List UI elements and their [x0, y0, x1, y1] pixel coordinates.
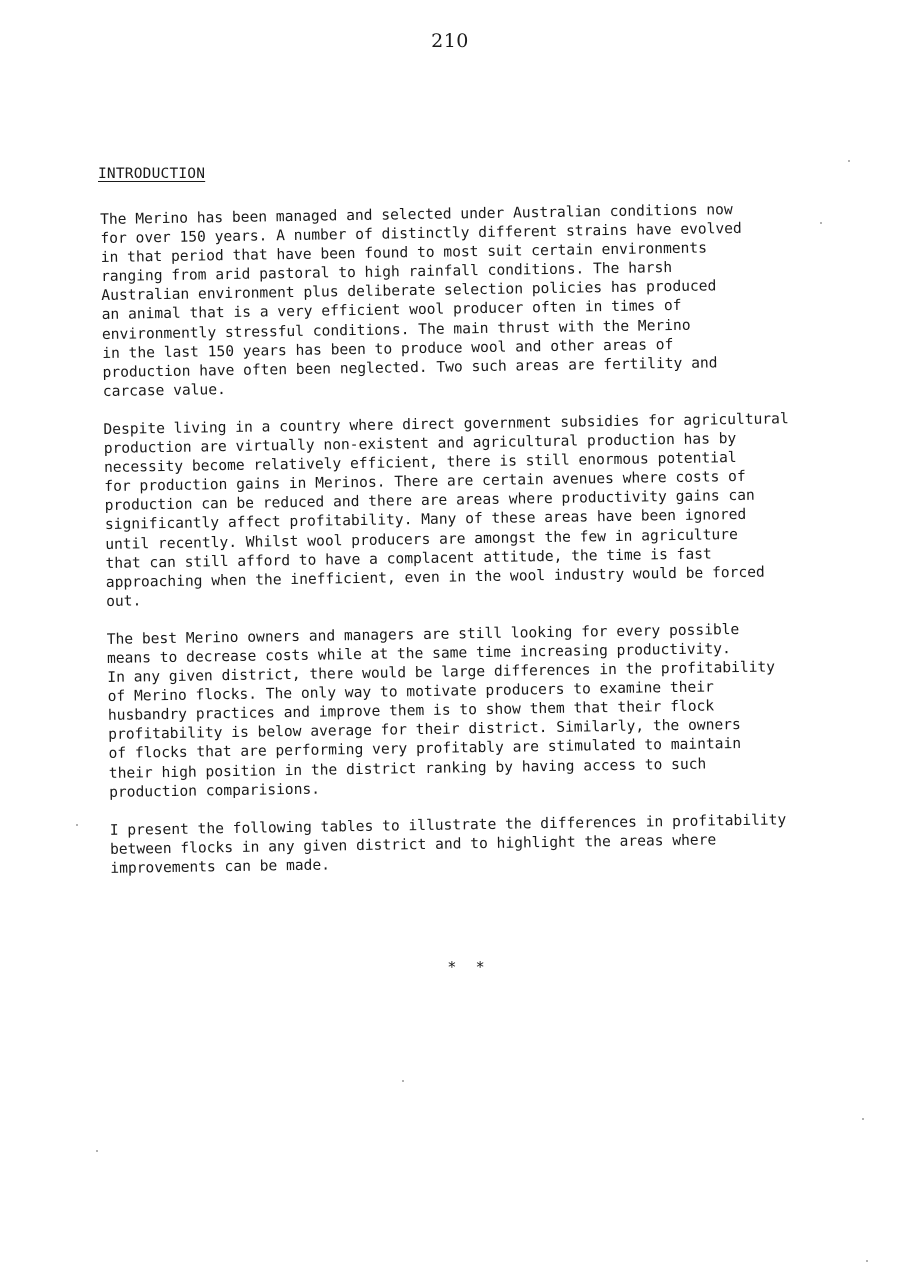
- scan-speck: [862, 1118, 864, 1120]
- paragraph-1: The Merino has been managed and selected under Australian conditions now for over 150 years. A number of distinctly different strains have evolved in that period that have been found to most suit certain environments ranging from arid pastoral to high rainfall conditions. The harsh Australian environment plus deliberate selection policies has produced an animal that is a very efficient wool producer often in times of environmently stressful conditions. The main thrust with the Merino in the last 150 years has been to produce wool and other areas of production have often been neglected. Two such areas are fertility and carcase value.: [100, 201, 742, 400]
- page-number: 210: [431, 30, 469, 52]
- scan-speck: [820, 222, 822, 224]
- scan-speck: [76, 824, 78, 826]
- body-text: [100, 198, 846, 896]
- section-heading: INTRODUCTION: [98, 166, 206, 182]
- paragraph-3: The best Merino owners and managers are still looking for every possible means to decrease costs while at the same time increasing productivity. In any given district, there would be large differences in the profitability of Merino flocks. The only way to motivate producers to examine their husbandry practices and improve them is to show them that their flock profitability is below average for their district. Similarly, the owners of flocks that are performing very profitably are stimulated to maintain their high position in the district ranking by having access to such production comparisions.: [106, 620, 776, 801]
- scan-speck: [96, 1150, 98, 1152]
- paragraph-4: I present the following tables to illustrate the differences in profitability between flocks in any given district and to highlight the areas where improvements can be made.: [109, 811, 787, 877]
- scan-speck: [402, 1080, 404, 1082]
- scan-speck: [848, 160, 850, 162]
- paragraph-2: Despite living in a country where direct government subsidies for agricultural production are virtually non-existent and agricultural production has by necessity become relatively efficient, there is still enormous potential for production gains in Merinos. There are certain avenues where costs of production can be reduced and there are areas where productivity gains can significantly affect profitability. Many of these areas have been ignored until recently. Whilst wool producers are amongst the few in agriculture that can still afford to have a complacent attitude, the time is fast approaching when the inefficient, even in the wool industry would be forced out.: [103, 410, 789, 610]
- scan-speck: [866, 1260, 868, 1262]
- end-of-section-mark: * *: [448, 958, 492, 976]
